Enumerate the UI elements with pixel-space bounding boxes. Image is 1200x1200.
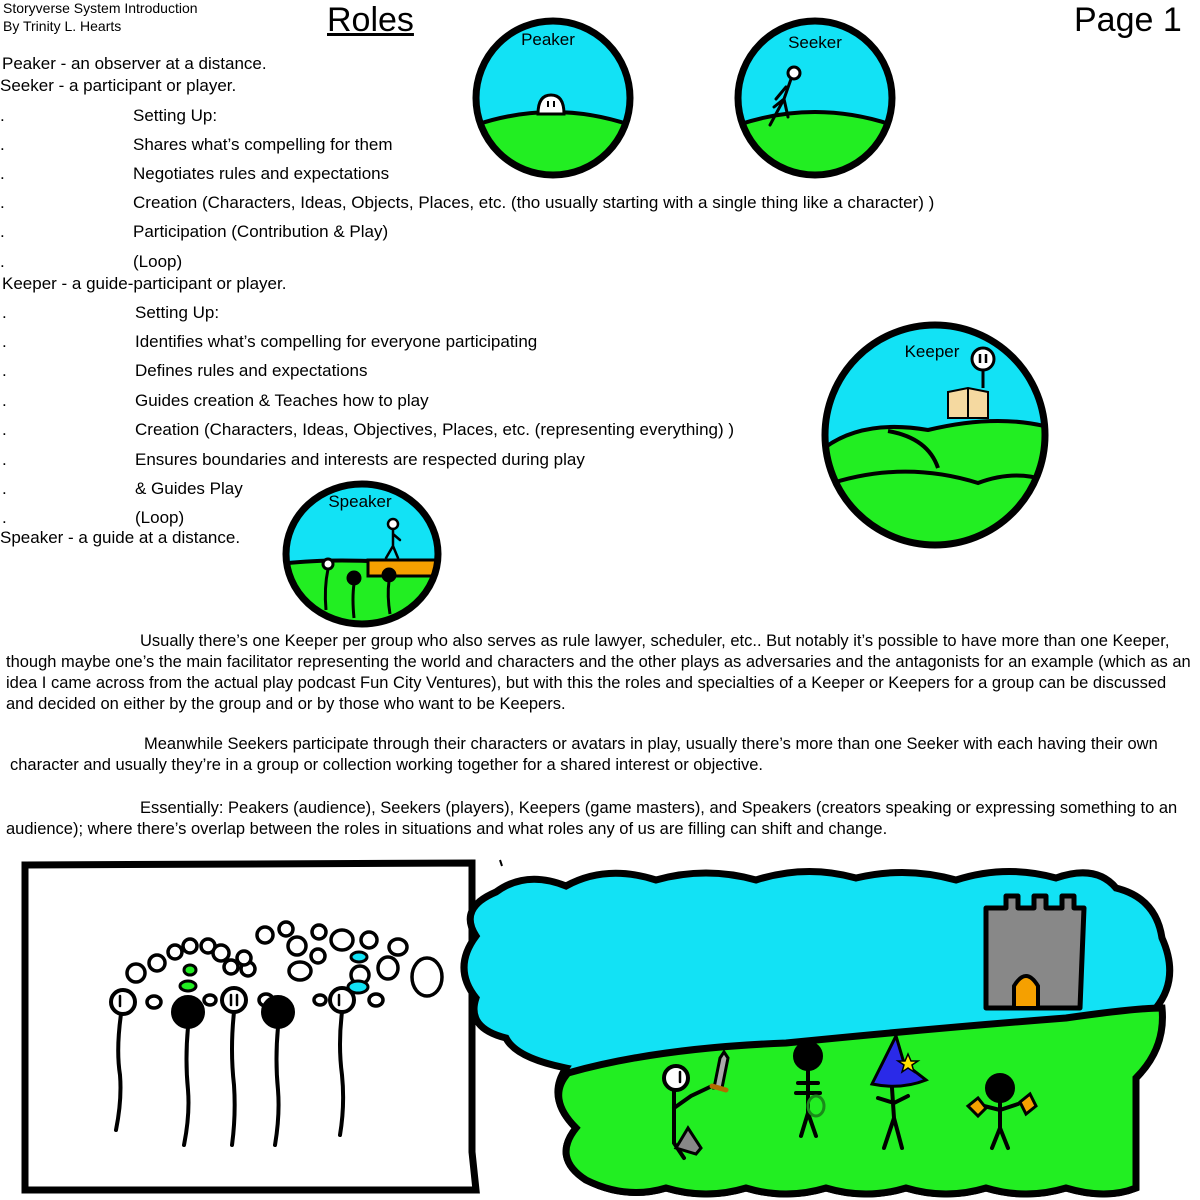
paragraph-text: Usually there’s one Keeper per group who also serves as rule lawyer, scheduler, etc.. But notably it’s possible to have more than one Keeper, though maybe one’s the main facilitator representing the world and characters and the other plays as adversaries and the antagonists for an example (which as an idea I came across from the actual play podcast Fun City Ventures), but with this the roles and specialties of a Keeper or Keepers for a group can be discussed and decided on either by the group and or by those who want to be Keepers. xyxy=(6,632,1191,713)
bullet: . xyxy=(0,164,5,183)
bullet: . xyxy=(0,135,5,154)
bullet: . xyxy=(0,193,5,212)
bullet: . xyxy=(2,361,7,380)
book-stand-icon xyxy=(948,388,988,418)
bullet: . xyxy=(0,252,5,271)
keeper-step: Ensures boundaries and interests are respected during play xyxy=(135,450,585,469)
paragraph-keepers xyxy=(6,631,1196,715)
seeker-step: Shares what’s compelling for them xyxy=(133,135,393,154)
keeper-definition: Keeper - a guide-participant or player. xyxy=(2,274,287,293)
keeper-illustration xyxy=(818,318,1052,552)
stage-icon xyxy=(368,560,438,576)
bullet: . xyxy=(2,303,7,322)
seeker-step: Participation (Contribution & Play) xyxy=(133,222,389,241)
seeker-label: Seeker xyxy=(788,33,842,52)
paragraph-text: Meanwhile Seekers participate through their characters or avatars in play, usually there’s more than one Seeker with each having their own character and usually they’re in a group or collection working together for a shared interest or objective. xyxy=(10,735,1158,774)
page-number: Page 1 xyxy=(1074,1,1182,39)
bullet: . xyxy=(2,479,7,498)
keeper-step: Identifies what’s compelling for everyone participating xyxy=(135,332,538,351)
keeper-step: & Guides Play xyxy=(135,479,243,498)
speaker-illustration xyxy=(280,478,444,630)
bullet: . xyxy=(2,450,7,469)
keeper-step: Creation (Characters, Ideas, Objectives, Places, etc. (representing everything) ) xyxy=(135,420,735,439)
peaker-label: Peaker xyxy=(521,30,575,49)
speaker-definition: Speaker - a guide at a distance. xyxy=(0,528,241,547)
author-line: By Trinity L. Hearts xyxy=(3,18,122,34)
bullet: . xyxy=(2,508,7,527)
seeker-illustration xyxy=(732,15,898,181)
bullet: . xyxy=(2,332,7,351)
page-title: Roles xyxy=(327,1,414,39)
seeker-step: Setting Up: xyxy=(133,106,218,125)
seeker-step: (Loop) xyxy=(133,252,183,271)
seeker-definition: Seeker - a participant or player. xyxy=(0,76,237,95)
audience-panel xyxy=(20,860,480,1196)
keeper-label: Keeper xyxy=(904,342,960,361)
bullet: . xyxy=(0,106,5,125)
paragraph-summary xyxy=(6,798,1196,840)
keeper-step: Defines rules and expectations xyxy=(135,361,368,380)
peeking-head-icon xyxy=(538,95,564,114)
castle-tower-icon xyxy=(986,896,1084,1008)
paragraph-seekers xyxy=(10,734,1200,776)
bullet: . xyxy=(2,420,7,439)
peaker-illustration xyxy=(470,15,636,181)
speaker-label: Speaker xyxy=(328,492,392,511)
seeker-step: Creation (Characters, Ideas, Objects, Places, etc. (tho usually starting with a single thing like a character) ) xyxy=(133,193,935,212)
seeker-step: Negotiates rules and expectations xyxy=(133,164,390,183)
peaker-definition: Peaker - an observer at a distance. xyxy=(2,54,267,73)
keeper-step: Setting Up: xyxy=(135,303,220,322)
adventure-scene xyxy=(456,858,1200,1200)
series-title: Storyverse System Introduction xyxy=(3,0,198,16)
keeper-step: Guides creation & Teaches how to play xyxy=(135,391,429,410)
bullet: . xyxy=(2,391,7,410)
bullet: . xyxy=(0,222,5,241)
keeper-step: (Loop) xyxy=(135,508,185,527)
paragraph-text: Essentially: Peakers (audience), Seekers (players), Keepers (game masters), and Speakers (creators speaking or expressing something to an audience); where there’s overlap between the roles in situations and what roles any of us are filling can shift and change. xyxy=(6,799,1178,838)
